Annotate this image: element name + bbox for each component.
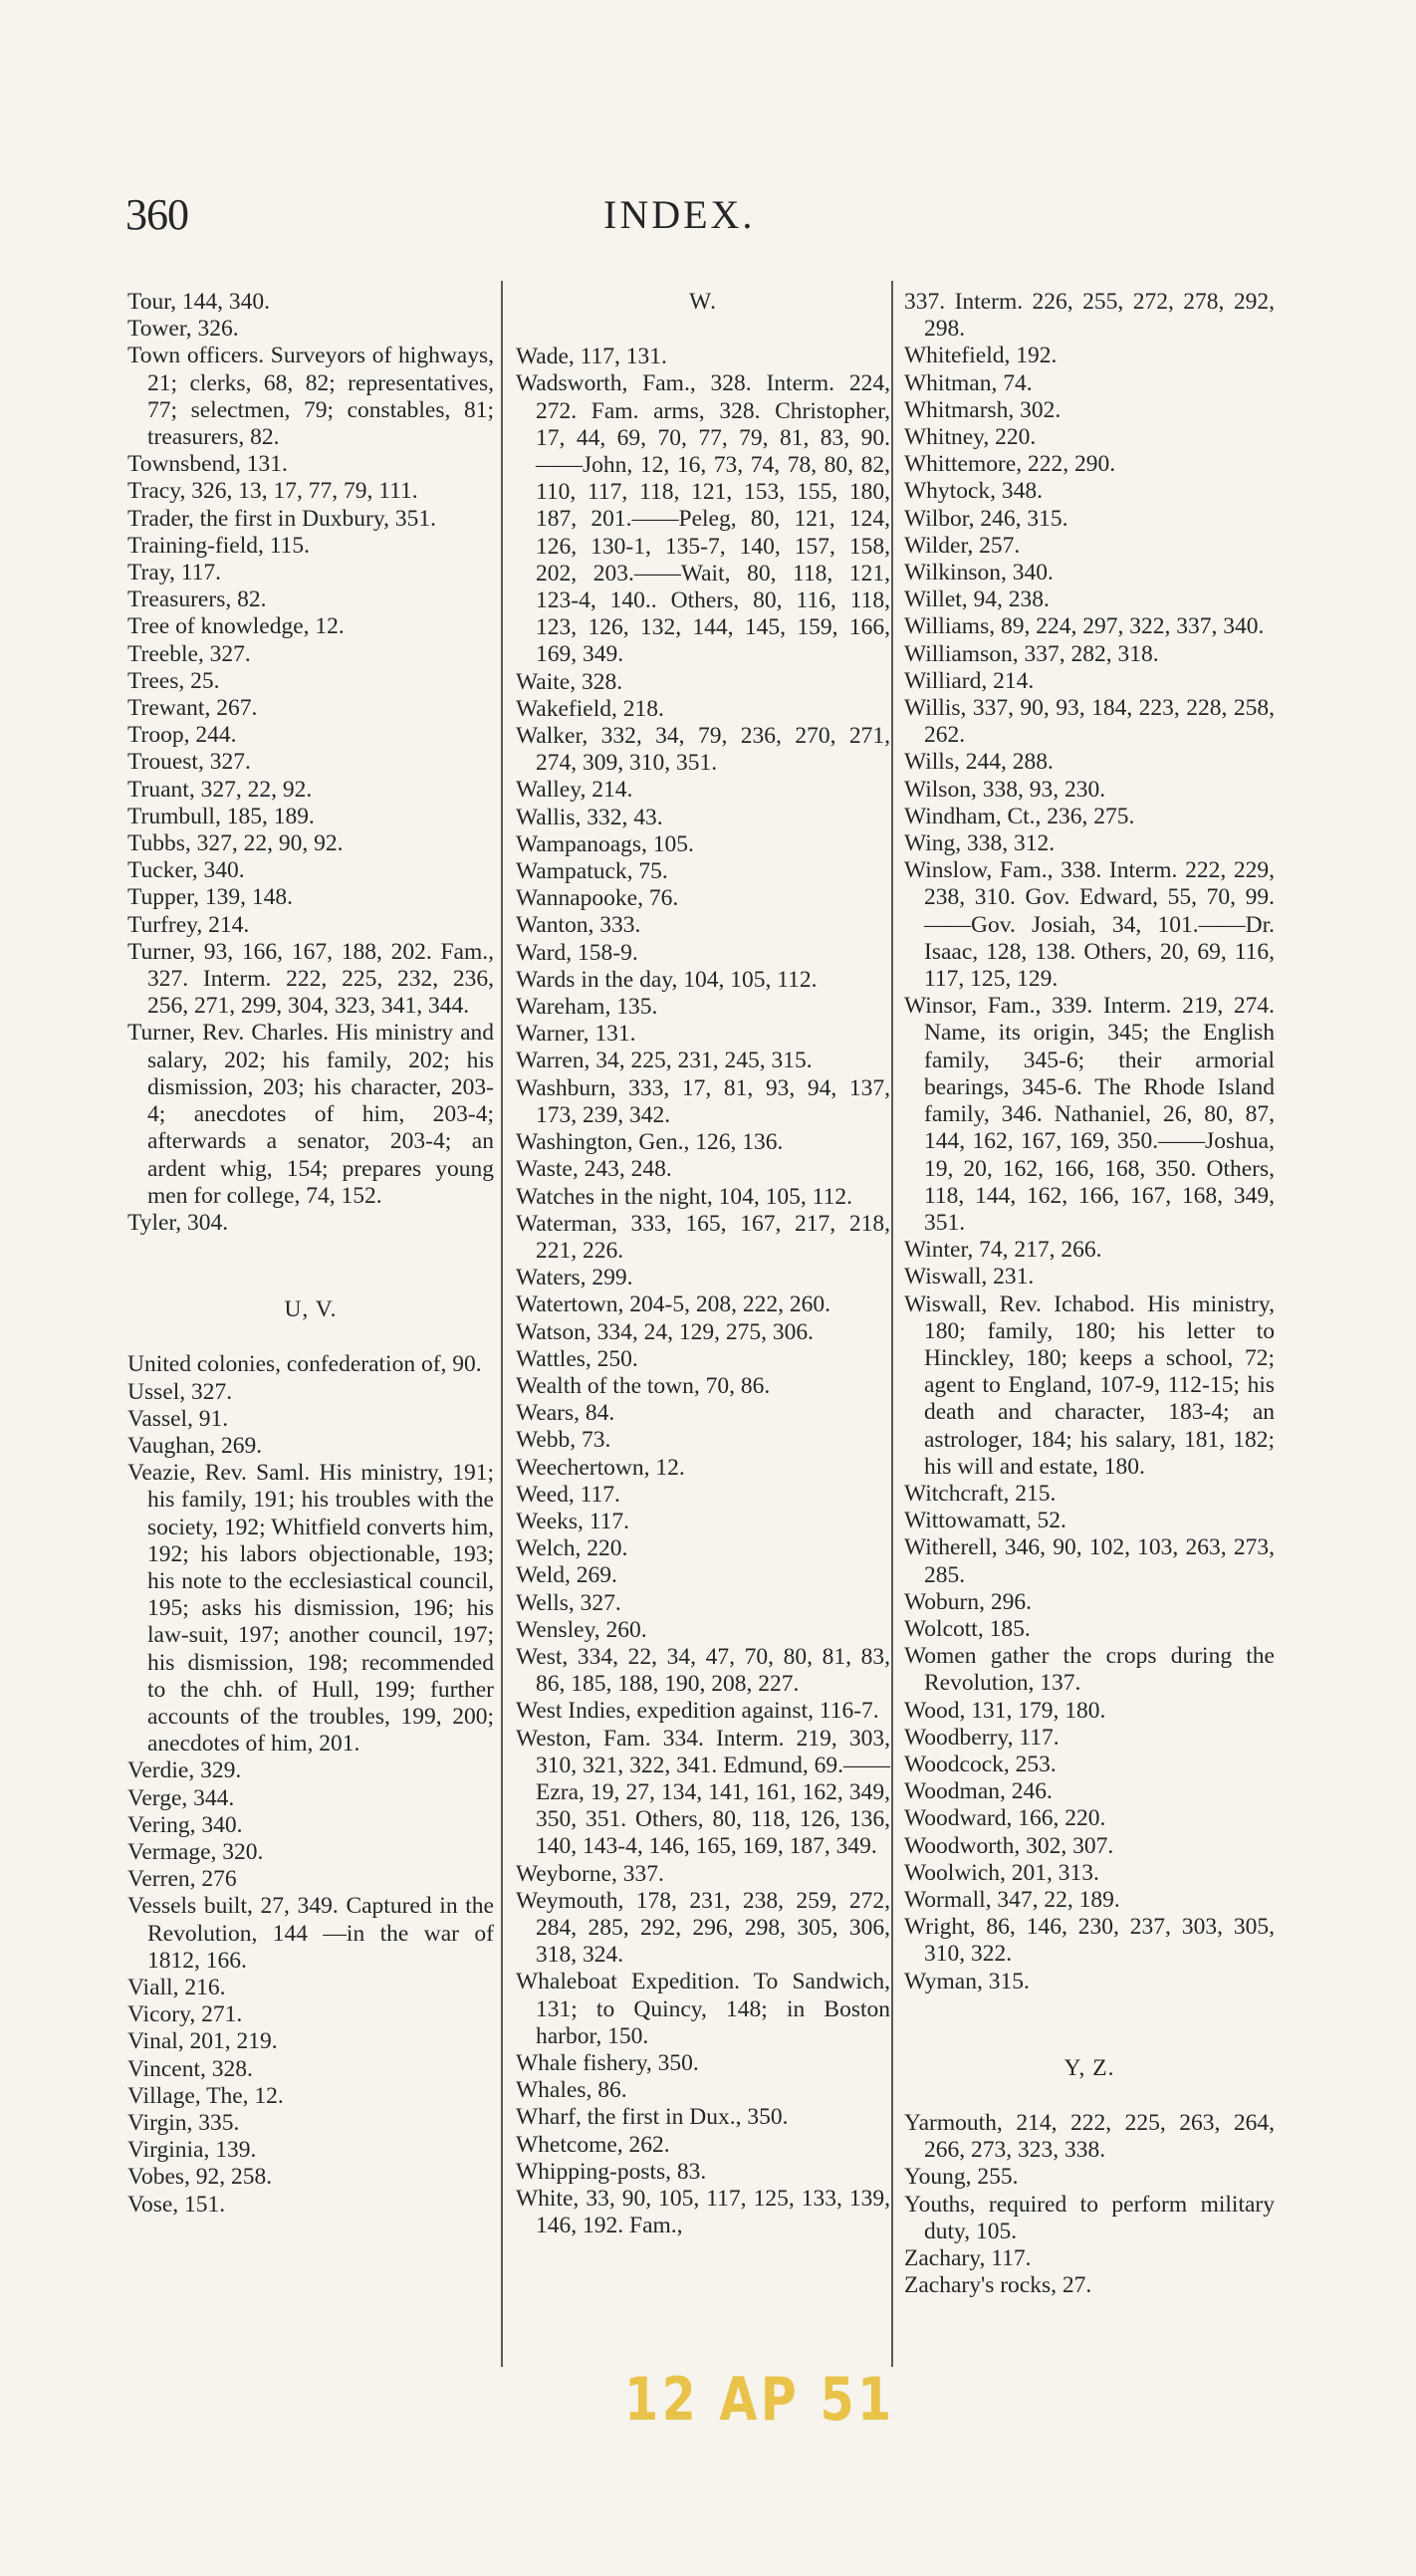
index-entry: Ward, 158-9. — [516, 939, 638, 966]
index-entry: Wolcott, 185. — [904, 1615, 1031, 1642]
index-entry: Women gather the crops during the Revolution, 137. — [904, 1643, 1275, 1697]
page-number: 360 — [125, 190, 188, 239]
index-entry: Weeks, 117. — [516, 1508, 630, 1534]
index-entry: Wiswall, Rev. Ichabod. His ministry, 180; family, 180; his letter to Hinckley, 180; keeps a school, 72; agent to England, 107-9, 112-15; his death and character, 183-4; an astrologer, 184; his salary, 181, 182; his will and estate, 180. — [904, 1290, 1275, 1480]
index-entry: Vessels built, 27, 349. Captured in the Revolution, 144 —in the war of 1812, 166. — [127, 1893, 494, 1974]
index-entry: Training-field, 115. — [127, 532, 310, 559]
index-entry: Woburn, 296. — [904, 1588, 1032, 1615]
index-entry: 337. Interm. 226, 255, 272, 278, 292, 298. — [904, 289, 1275, 343]
index-entry: Wampanoags, 105. — [516, 830, 694, 857]
index-entry: Winsor, Fam., 339. Interm. 219, 274. Name, its origin, 345; the English family, 345-6; their armorial bearings, 345-6. The Rhode Island family, 346. Nathaniel, 26, 80, 87, 144, 162, 167, 169, 350.——Joshua, 19, 20, 162, 166, 168, 350. Others, 118, 144, 162, 166, 167, 168, 349, 351. — [904, 993, 1275, 1236]
index-entry: West Indies, expedition against, 116-7. — [516, 1698, 879, 1725]
index-entry: Tucker, 340. — [127, 857, 245, 884]
page-title: INDEX. — [603, 192, 756, 237]
index-entry: Vobes, 92, 258. — [127, 2164, 273, 2191]
index-entry: Verge, 344. — [127, 1784, 235, 1811]
index-entry: Wing, 338, 312. — [904, 830, 1056, 857]
index-entry: Woolwich, 201, 313. — [904, 1859, 1099, 1886]
index-entry: Weed, 117. — [516, 1481, 620, 1508]
index-entry: Webb, 73. — [516, 1427, 611, 1454]
index-entry: Vaughan, 269. — [127, 1432, 263, 1459]
index-entry: Wilkinson, 340. — [904, 560, 1054, 586]
index-entry: Zachary's rocks, 27. — [904, 2272, 1092, 2299]
index-entry: Woodward, 166, 220. — [904, 1805, 1106, 1832]
index-entry: Wareham, 135. — [516, 994, 658, 1021]
index-entry: Viall, 216. — [127, 1974, 226, 2000]
index-entry: Weston, Fam. 334. Interm. 219, 303, 310, 321, 322, 341. Edmund, 69.——Ezra, 19, 27, 134, 141, 161, 162, 349, 350, 351. Others, 80, 118, 126, 136, 140, 143-4, 146, 165, 169, 187, 349. — [516, 1725, 890, 1860]
index-entry: Wittowamatt, 52. — [904, 1508, 1066, 1534]
index-entry: Virginia, 139. — [127, 2137, 257, 2164]
library-date-stamp: 12 AP 51 — [624, 2365, 895, 2435]
index-entry: Trouest, 327. — [127, 749, 251, 776]
index-entry: Washington, Gen., 126, 136. — [516, 1129, 784, 1156]
index-entry: Welch, 220. — [516, 1535, 628, 1562]
index-entry: Young, 255. — [904, 2164, 1019, 2191]
index-entry: Tubbs, 327, 22, 90, 92. — [127, 830, 344, 857]
index-entry: Wright, 86, 146, 230, 237, 303, 305, 310, 322. — [904, 1914, 1275, 1968]
index-entry: Tracy, 326, 13, 17, 77, 79, 111. — [127, 478, 418, 505]
index-entry: Tree of knowledge, 12. — [127, 613, 345, 640]
section-heading: U, V. — [284, 1296, 338, 1323]
index-entry: Williard, 214. — [904, 667, 1035, 694]
index-entry: Winslow, Fam., 338. Interm. 222, 229, 238, 310. Gov. Edward, 55, 70, 99.——Gov. Josiah, 34, 101.——Dr. Isaac, 128, 138. Others, 20, 69, 116, 117, 125, 129. — [904, 857, 1275, 993]
index-entry: Waters, 299. — [516, 1265, 633, 1291]
index-entry: Warner, 131. — [516, 1021, 636, 1048]
index-entry: Turner, Rev. Charles. His ministry and salary, 202; his family, 202; his dismission, 203; his character, 203-4; anecdotes of him, 203-4; afterwards a senator, 203-4; an ardent whig, 154; prepares young men for college, 74, 152. — [127, 1020, 494, 1209]
index-entry: Tyler, 304. — [127, 1209, 229, 1236]
index-entry: Whytock, 348. — [904, 478, 1044, 505]
index-entry: Whetcome, 262. — [516, 2131, 670, 2158]
index-entry: Wakefield, 218. — [516, 695, 664, 722]
index-entry: Windham, Ct., 236, 275. — [904, 803, 1135, 829]
index-entry: Wadsworth, Fam., 328. Interm. 224, 272. Fam. arms, 328. Christopher, 17, 44, 69, 70, 77, 79, 81, 83, 90.——John, 12, 16, 73, 74, 78, 80, 82, 110, 117, 118, 121, 153, 155, 180, 187, 201.——Peleg, 80, 121, 124, 126, 130-1, 135-7, 140, 157, 158, 202, 203.——Wait, 80, 118, 121, 123-4, 140.. Others, 80, 116, 118, 123, 126, 132, 144, 145, 159, 166, 169, 349. — [516, 370, 890, 668]
index-entry: Treasurers, 82. — [127, 586, 267, 613]
index-entry: Veazie, Rev. Saml. His ministry, 191; his family, 191; his troubles with the society, 192; Whitfield converts him, 192; his labors objectionable, 193; his note to the ecclesiastical council, 195; asks his dismission, 196; his law-suit, 197; another council, 197; his dismission, 198; recommended to the chh. of Hull, 199; further accounts of the troubles, 199, 200; anecdotes of him, 201. — [127, 1460, 494, 1757]
index-entry: Wiswall, 231. — [904, 1264, 1035, 1290]
index-entry: Town officers. Surveyors of highways, 21; clerks, 68, 82; representatives, 77; selectmen, 79; constables, 81; treasurers, 82. — [127, 343, 494, 451]
index-entry: Whales, 86. — [516, 2077, 627, 2104]
index-entry: Townsbend, 131. — [127, 451, 288, 478]
index-entry: Warren, 34, 225, 231, 245, 315. — [516, 1048, 813, 1074]
index-entry: Walley, 214. — [516, 777, 633, 804]
index-entry: Watertown, 204-5, 208, 222, 260. — [516, 1291, 830, 1318]
index-entry: Whitman, 74. — [904, 369, 1033, 396]
index-column-3 — [904, 289, 1275, 2299]
index-entry: Wormall, 347, 22, 189. — [904, 1886, 1120, 1913]
index-entry: Youths, required to perform military duty, 105. — [904, 2191, 1275, 2244]
index-entry: Virgin, 335. — [127, 2110, 240, 2136]
index-entry: Wallis, 332, 43. — [516, 804, 663, 830]
index-entry: Whipping-posts, 83. — [516, 2158, 707, 2185]
index-entry: Wannapooke, 76. — [516, 885, 679, 912]
index-entry: Watches in the night, 104, 105, 112. — [516, 1183, 852, 1210]
index-entry: West, 334, 22, 34, 47, 70, 80, 81, 83, 86, 185, 188, 190, 208, 227. — [516, 1643, 890, 1698]
index-entry: Whitmarsh, 302. — [904, 396, 1062, 423]
index-entry: Tower, 326. — [127, 316, 239, 343]
index-entry: Waite, 328. — [516, 668, 623, 695]
index-entry: Wensley, 260. — [516, 1616, 647, 1643]
index-entry: Vincent, 328. — [127, 2055, 253, 2082]
index-entry: Wells, 327. — [516, 1589, 621, 1616]
index-entry: Vermage, 320. — [127, 1838, 264, 1865]
index-entry: Wills, 244, 288. — [904, 749, 1054, 776]
index-entry: Willis, 337, 90, 93, 184, 223, 228, 258, 262. — [904, 695, 1275, 749]
index-entry: Weld, 269. — [516, 1562, 617, 1589]
index-entry: Turfrey, 214. — [127, 911, 250, 938]
index-entry: Weyborne, 337. — [516, 1860, 664, 1887]
index-entry: Wards in the day, 104, 105, 112. — [516, 966, 818, 993]
index-entry: White, 33, 90, 105, 117, 125, 133, 139, 146, 192. Fam., — [516, 2186, 890, 2239]
column-divider — [501, 281, 503, 2367]
index-entry: Vose, 151. — [127, 2191, 226, 2218]
index-entry: Wood, 131, 179, 180. — [904, 1697, 1106, 1724]
index-entry: Williams, 89, 224, 297, 322, 337, 340. — [904, 613, 1265, 640]
index-entry: Trader, the first in Duxbury, 351. — [127, 505, 436, 532]
index-entry: Village, The, 12. — [127, 2082, 284, 2109]
index-entry: Weymouth, 178, 231, 238, 259, 272, 284, 285, 292, 296, 298, 305, 306, 318, 324. — [516, 1887, 890, 1969]
index-entry: Willet, 94, 238. — [904, 586, 1050, 613]
index-entry: Trees, 25. — [127, 667, 220, 694]
index-entry: Winter, 74, 217, 266. — [904, 1237, 1102, 1264]
index-entry: Vinal, 201, 219. — [127, 2028, 278, 2055]
index-entry: Watson, 334, 24, 129, 275, 306. — [516, 1318, 815, 1345]
index-entry: Yarmouth, 214, 222, 225, 263, 264, 266, 273, 323, 338. — [904, 2110, 1275, 2164]
index-entry: Waterman, 333, 165, 167, 217, 218, 221, 226. — [516, 1210, 890, 1264]
index-entry: Vicory, 271. — [127, 2001, 243, 2028]
index-entry: Trewant, 267. — [127, 695, 258, 722]
index-column-1 — [127, 289, 494, 2219]
index-entry: Wattles, 250. — [516, 1345, 638, 1372]
index-entry: Wampatuck, 75. — [516, 858, 668, 885]
index-entry: Verren, 276 — [127, 1866, 237, 1893]
index-entry: Wyman, 315. — [904, 1968, 1030, 1994]
index-entry: Truant, 327, 22, 92. — [127, 776, 313, 803]
index-entry: Waste, 243, 248. — [516, 1156, 672, 1183]
index-entry: Tray, 117. — [127, 560, 222, 586]
index-entry: Wilbor, 246, 315. — [904, 505, 1068, 532]
index-entry: Vassel, 91. — [127, 1405, 229, 1432]
index-entry: Witchcraft, 215. — [904, 1480, 1057, 1507]
index-entry: Washburn, 333, 17, 81, 93, 94, 137, 173, 239, 342. — [516, 1074, 890, 1128]
index-entry: Witherell, 346, 90, 102, 103, 263, 273, 285. — [904, 1534, 1275, 1588]
index-entry: Zachary, 117. — [904, 2245, 1032, 2272]
section-heading: W. — [689, 289, 717, 315]
index-entry: Woodcock, 253. — [904, 1751, 1057, 1777]
index-entry: Turner, 93, 166, 167, 188, 202. Fam., 327. Interm. 222, 225, 232, 236, 256, 271, 299, 304, 323, 341, 344. — [127, 938, 494, 1020]
index-entry: Whaleboat Expedition. To Sandwich, 131; to Quincy, 148; in Boston harbor, 150. — [516, 1969, 890, 2049]
index-entry: Wanton, 333. — [516, 912, 641, 939]
index-entry: United colonies, confederation of, 90. — [127, 1351, 482, 1378]
index-entry: Williamson, 337, 282, 318. — [904, 640, 1159, 667]
index-entry: Wharf, the first in Dux., 350. — [516, 2104, 789, 2131]
index-entry: Wade, 117, 131. — [516, 344, 667, 370]
index-entry: Whitefield, 192. — [904, 343, 1058, 369]
index-entry: Vering, 340. — [127, 1811, 243, 1838]
index-entry: Trumbull, 185, 189. — [127, 803, 315, 829]
index-entry: Weechertown, 12. — [516, 1454, 685, 1481]
index-entry: Wilson, 338, 93, 230. — [904, 776, 1106, 803]
index-entry: Walker, 332, 34, 79, 236, 270, 271, 274, 309, 310, 351. — [516, 723, 890, 777]
index-entry: Wears, 84. — [516, 1400, 615, 1427]
index-column-2 — [516, 289, 890, 2239]
index-entry: Woodworth, 302, 307. — [904, 1832, 1114, 1859]
index-entry: Woodberry, 117. — [904, 1724, 1060, 1751]
index-entry: Woodman, 246. — [904, 1778, 1053, 1805]
index-entry: Verdie, 329. — [127, 1757, 242, 1784]
index-entry: Treeble, 327. — [127, 640, 251, 667]
index-entry: Troop, 244. — [127, 722, 237, 749]
column-divider — [891, 281, 893, 2367]
index-entry: Whittemore, 222, 290. — [904, 451, 1116, 478]
index-entry: Wealth of the town, 70, 86. — [516, 1372, 771, 1399]
index-entry: Whitney, 220. — [904, 424, 1037, 451]
index-entry: Ussel, 327. — [127, 1378, 233, 1405]
index-entry: Whale fishery, 350. — [516, 2050, 699, 2076]
index-entry: Tupper, 139, 148. — [127, 884, 293, 911]
index-entry: Tour, 144, 340. — [127, 289, 270, 315]
index-entry: Wilder, 257. — [904, 532, 1021, 559]
section-heading: Y, Z. — [1063, 2054, 1115, 2081]
